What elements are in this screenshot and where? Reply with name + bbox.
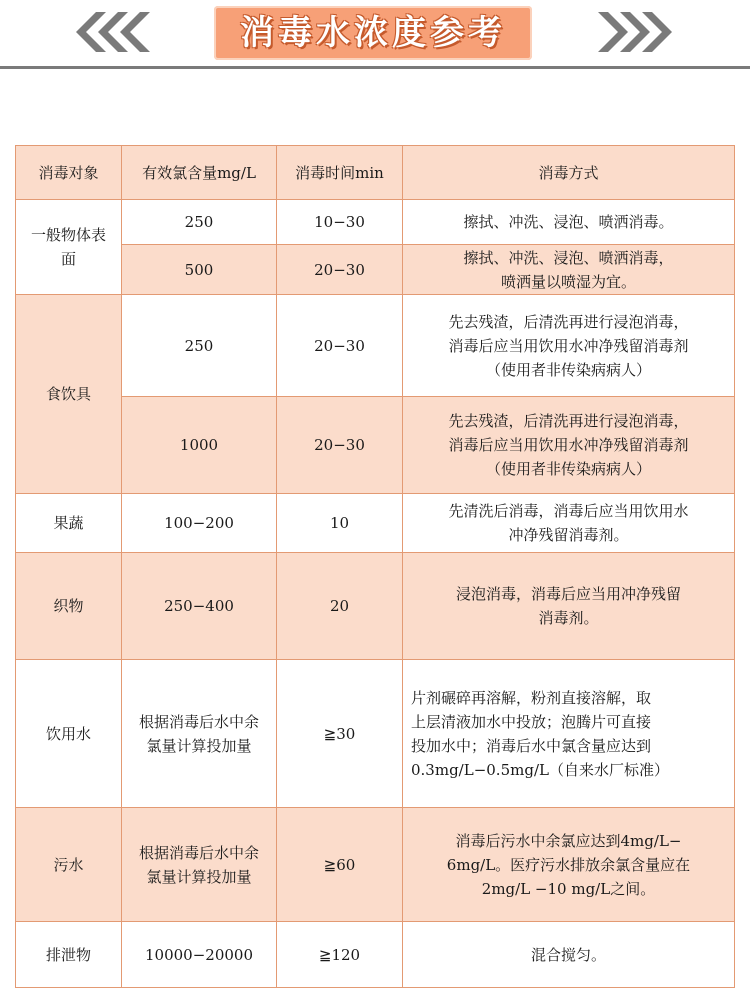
method-line: 擦拭、冲洗、浸泡、喷洒消毒，	[463, 248, 674, 267]
method-line: 投加水中；消毒后水中氯含量应达到	[411, 736, 652, 755]
object-cell: 饮用水	[16, 660, 122, 808]
chlorine-cell: 100−200	[122, 494, 277, 553]
chlorine-cell: 250	[122, 295, 277, 397]
table-row	[16, 494, 735, 553]
method-line: 浸泡消毒，消毒后应当用冲净残留	[455, 585, 681, 603]
method-line: （使用者非传染病病人）	[485, 460, 651, 478]
page-header	[0, 0, 750, 70]
time-cell: 10	[277, 494, 403, 553]
method-cell	[403, 200, 735, 245]
method-line: 先清洗后消毒，消毒后应当用饮用水	[448, 502, 689, 520]
time-cell: ≧60	[277, 808, 403, 922]
chlorine-cell: 250−400	[122, 553, 277, 660]
table-row	[16, 922, 735, 988]
time-cell: 20	[277, 553, 403, 660]
method-line: 片剂碾碎再溶解，粉剂直接溶解，取	[411, 688, 652, 707]
method-line: 消毒后应当用饮用水冲净残留消毒剂	[448, 436, 689, 454]
method-line: 冲净残留消毒剂。	[508, 526, 629, 544]
method-cell	[403, 553, 735, 660]
method-line: 先去残渣，后清洗再进行浸泡消毒，	[448, 412, 689, 430]
method-line: 6mg/L。医疗污水排放余氯含量应在	[446, 855, 691, 874]
method-cell	[403, 295, 735, 397]
page-title: 消毒水浓度参考	[240, 13, 506, 53]
column-header-method: 消毒方式	[403, 146, 735, 200]
time-cell: ≧120	[277, 922, 403, 988]
method-cell	[403, 660, 735, 808]
table-row	[16, 553, 735, 660]
object-cell: 食饮具	[16, 295, 122, 494]
method-line: 消毒后应当用饮用水冲净残留消毒剂	[448, 336, 689, 355]
time-cell: 20−30	[277, 397, 403, 494]
chevrons-left-icon	[66, 10, 150, 54]
method-cell	[403, 808, 735, 922]
time-cell: 20−30	[277, 245, 403, 295]
table-header-row	[16, 146, 735, 200]
chlorine-cell: 1000	[122, 397, 277, 494]
object-cell: 织物	[16, 553, 122, 660]
method-line: 喷洒量以喷湿为宜。	[500, 272, 636, 291]
table-row	[16, 660, 735, 808]
chlorine-line: 根据消毒后水中余	[138, 843, 259, 862]
method-line: 擦拭、冲洗、浸泡、喷洒消毒。	[463, 213, 674, 231]
table-row	[16, 245, 735, 295]
table-row	[16, 200, 735, 245]
chlorine-line: 氯量计算投加量	[146, 867, 252, 886]
time-cell: 20−30	[277, 295, 403, 397]
chlorine-cell	[122, 808, 277, 922]
table-row	[16, 397, 735, 494]
chevrons-right-icon	[598, 10, 682, 54]
object-cell: 污水	[16, 808, 122, 922]
method-line: 2mg/L −10 mg/L之间。	[481, 879, 656, 898]
method-cell	[403, 494, 735, 553]
disinfection-table-wrap	[15, 145, 734, 991]
method-cell	[403, 397, 735, 494]
chlorine-cell: 10000−20000	[122, 922, 277, 988]
title-box	[214, 6, 532, 60]
disinfection-table	[15, 145, 735, 988]
time-cell: ≧30	[277, 660, 403, 808]
object-cell: 果蔬	[16, 494, 122, 553]
method-line: 消毒剂。	[538, 609, 599, 627]
method-cell	[403, 922, 735, 988]
method-line: （使用者非传染病病人）	[485, 360, 651, 379]
table-row	[16, 808, 735, 922]
chlorine-line: 根据消毒后水中余	[138, 712, 259, 731]
chlorine-cell	[122, 660, 277, 808]
column-header-chlorine: 有效氯含量mg/L	[122, 146, 277, 200]
object-cell: 排泄物	[16, 922, 122, 988]
method-line: 先去残渣，后清洗再进行浸泡消毒，	[448, 312, 689, 331]
chlorine-cell: 500	[122, 245, 277, 295]
chlorine-line: 氯量计算投加量	[146, 736, 252, 755]
chlorine-cell: 250	[122, 200, 277, 245]
method-line: 0.3mg/L−0.5mg/L（自来水厂标准）	[411, 760, 669, 779]
method-line: 消毒后污水中余氯应达到4mg/L−	[455, 831, 682, 850]
method-cell	[403, 245, 735, 295]
column-header-object: 消毒对象	[16, 146, 122, 200]
method-line: 上层清液加水中投放；泡腾片可直接	[411, 712, 652, 731]
column-header-time: 消毒时间min	[277, 146, 403, 200]
object-label: 一般物体表面	[30, 226, 106, 268]
table-row	[16, 295, 735, 397]
time-cell: 10−30	[277, 200, 403, 245]
header-rule	[0, 66, 750, 69]
method-line: 混合搅匀。	[530, 945, 606, 964]
object-cell	[16, 200, 122, 295]
